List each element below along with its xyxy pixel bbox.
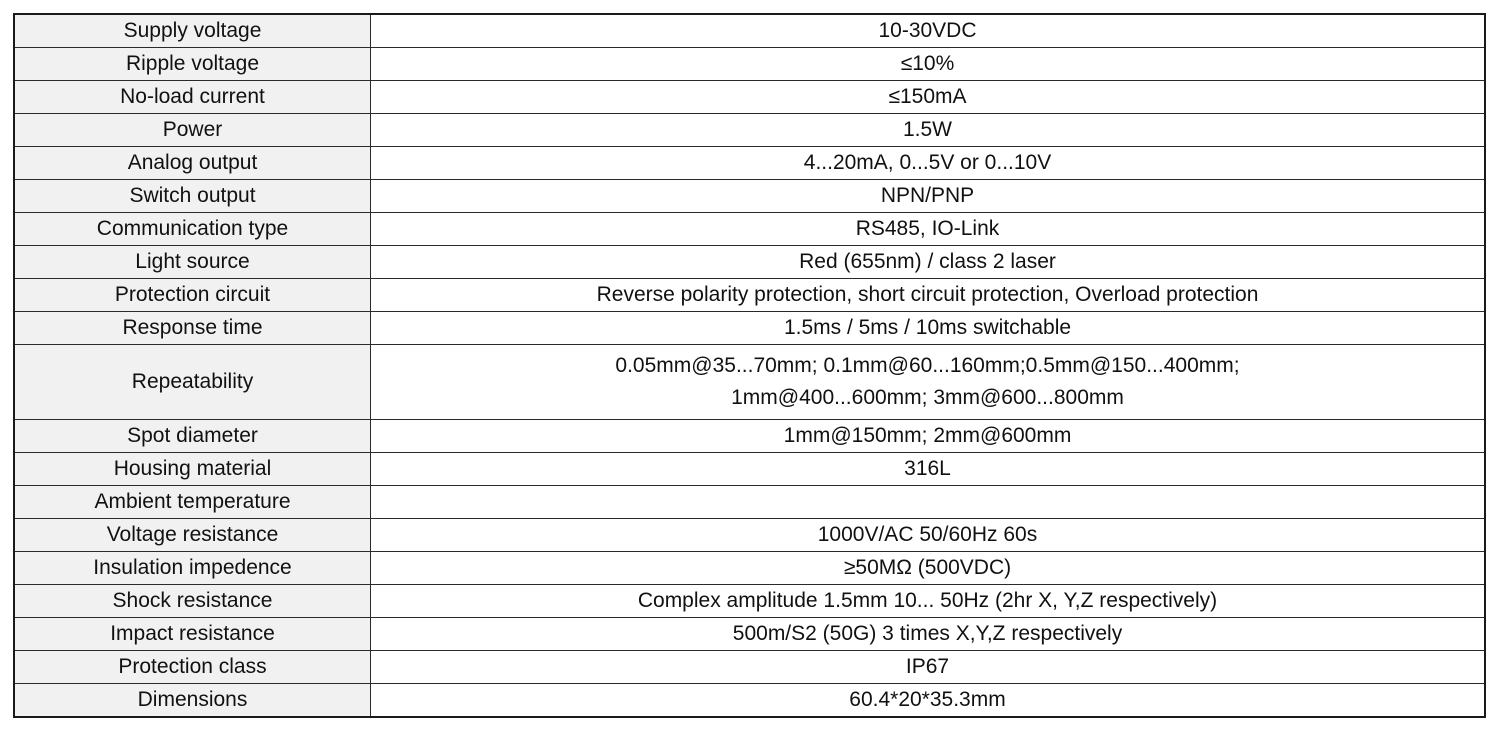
- spec-label: Spot diameter: [14, 420, 371, 453]
- table-row: [14, 246, 1485, 279]
- table-row: [14, 420, 1485, 453]
- spec-value: [371, 345, 1486, 420]
- spec-value: Complex amplitude 1.5mm 10... 50Hz (2hr X, Y,Z respectively): [371, 585, 1486, 618]
- spec-value: 10-30VDC: [371, 14, 1486, 48]
- spec-value: 1.5ms / 5ms / 10ms switchable: [371, 312, 1486, 345]
- spec-value-line: 1mm@400...600mm; 3mm@600...800mm: [731, 386, 1124, 409]
- spec-value: 60.4*20*35.3mm: [371, 684, 1486, 718]
- spec-value: 500m/S2 (50G) 3 times X,Y,Z respectively: [371, 618, 1486, 651]
- spec-label: Supply voltage: [14, 14, 371, 48]
- spec-label: Power: [14, 114, 371, 147]
- table-row: [14, 618, 1485, 651]
- table-row: [14, 180, 1485, 213]
- spec-label: Protection class: [14, 651, 371, 684]
- spec-value: ≤150mA: [371, 81, 1486, 114]
- spec-value: 316L: [371, 453, 1486, 486]
- spec-label: Light source: [14, 246, 371, 279]
- table-row: [14, 585, 1485, 618]
- spec-value: RS485, IO-Link: [371, 213, 1486, 246]
- table-row: [14, 213, 1485, 246]
- spec-value: NPN/PNP: [371, 180, 1486, 213]
- table-row: [14, 552, 1485, 585]
- spec-value: 1000V/AC 50/60Hz 60s: [371, 519, 1486, 552]
- table-row: [14, 651, 1485, 684]
- spec-label: Protection circuit: [14, 279, 371, 312]
- table-row: [14, 114, 1485, 147]
- spec-value: IP67: [371, 651, 1486, 684]
- spec-value: 4...20mA, 0...5V or 0...10V: [371, 147, 1486, 180]
- table-row: [14, 453, 1485, 486]
- spec-label: Impact resistance: [14, 618, 371, 651]
- table-row: [14, 81, 1485, 114]
- spec-label: No-load current: [14, 81, 371, 114]
- spec-label: Shock resistance: [14, 585, 371, 618]
- table-row: [14, 279, 1485, 312]
- spec-value: ≥50MΩ (500VDC): [371, 552, 1486, 585]
- table-row: [14, 312, 1485, 345]
- spec-label: Response time: [14, 312, 371, 345]
- spec-label: Switch output: [14, 180, 371, 213]
- spec-label: Analog output: [14, 147, 371, 180]
- spec-table: [13, 13, 1486, 718]
- spec-label: Ripple voltage: [14, 48, 371, 81]
- spec-value-line: 0.05mm@35...70mm; 0.1mm@60...160mm;0.5mm@150...400mm;: [615, 354, 1240, 377]
- spec-label: Voltage resistance: [14, 519, 371, 552]
- spec-label: Ambient temperature: [14, 486, 371, 519]
- spec-label: Housing material: [14, 453, 371, 486]
- spec-value: 1mm@150mm; 2mm@600mm: [371, 420, 1486, 453]
- spec-label: Repeatability: [14, 345, 371, 420]
- spec-value: 1.5W: [371, 114, 1486, 147]
- spec-value: ≤10%: [371, 48, 1486, 81]
- spec-value: Red (655nm) / class 2 laser: [371, 246, 1486, 279]
- spec-value: [371, 486, 1486, 519]
- table-row: [14, 48, 1485, 81]
- spec-label: Communication type: [14, 213, 371, 246]
- table-row: [14, 519, 1485, 552]
- table-row: [14, 14, 1485, 48]
- spec-value: Reverse polarity protection, short circuit protection, Overload protection: [371, 279, 1486, 312]
- table-row: [14, 147, 1485, 180]
- table-row: [14, 684, 1485, 718]
- spec-label: Dimensions: [14, 684, 371, 718]
- table-row: [14, 345, 1485, 420]
- table-row: [14, 486, 1485, 519]
- spec-label: Insulation impedence: [14, 552, 371, 585]
